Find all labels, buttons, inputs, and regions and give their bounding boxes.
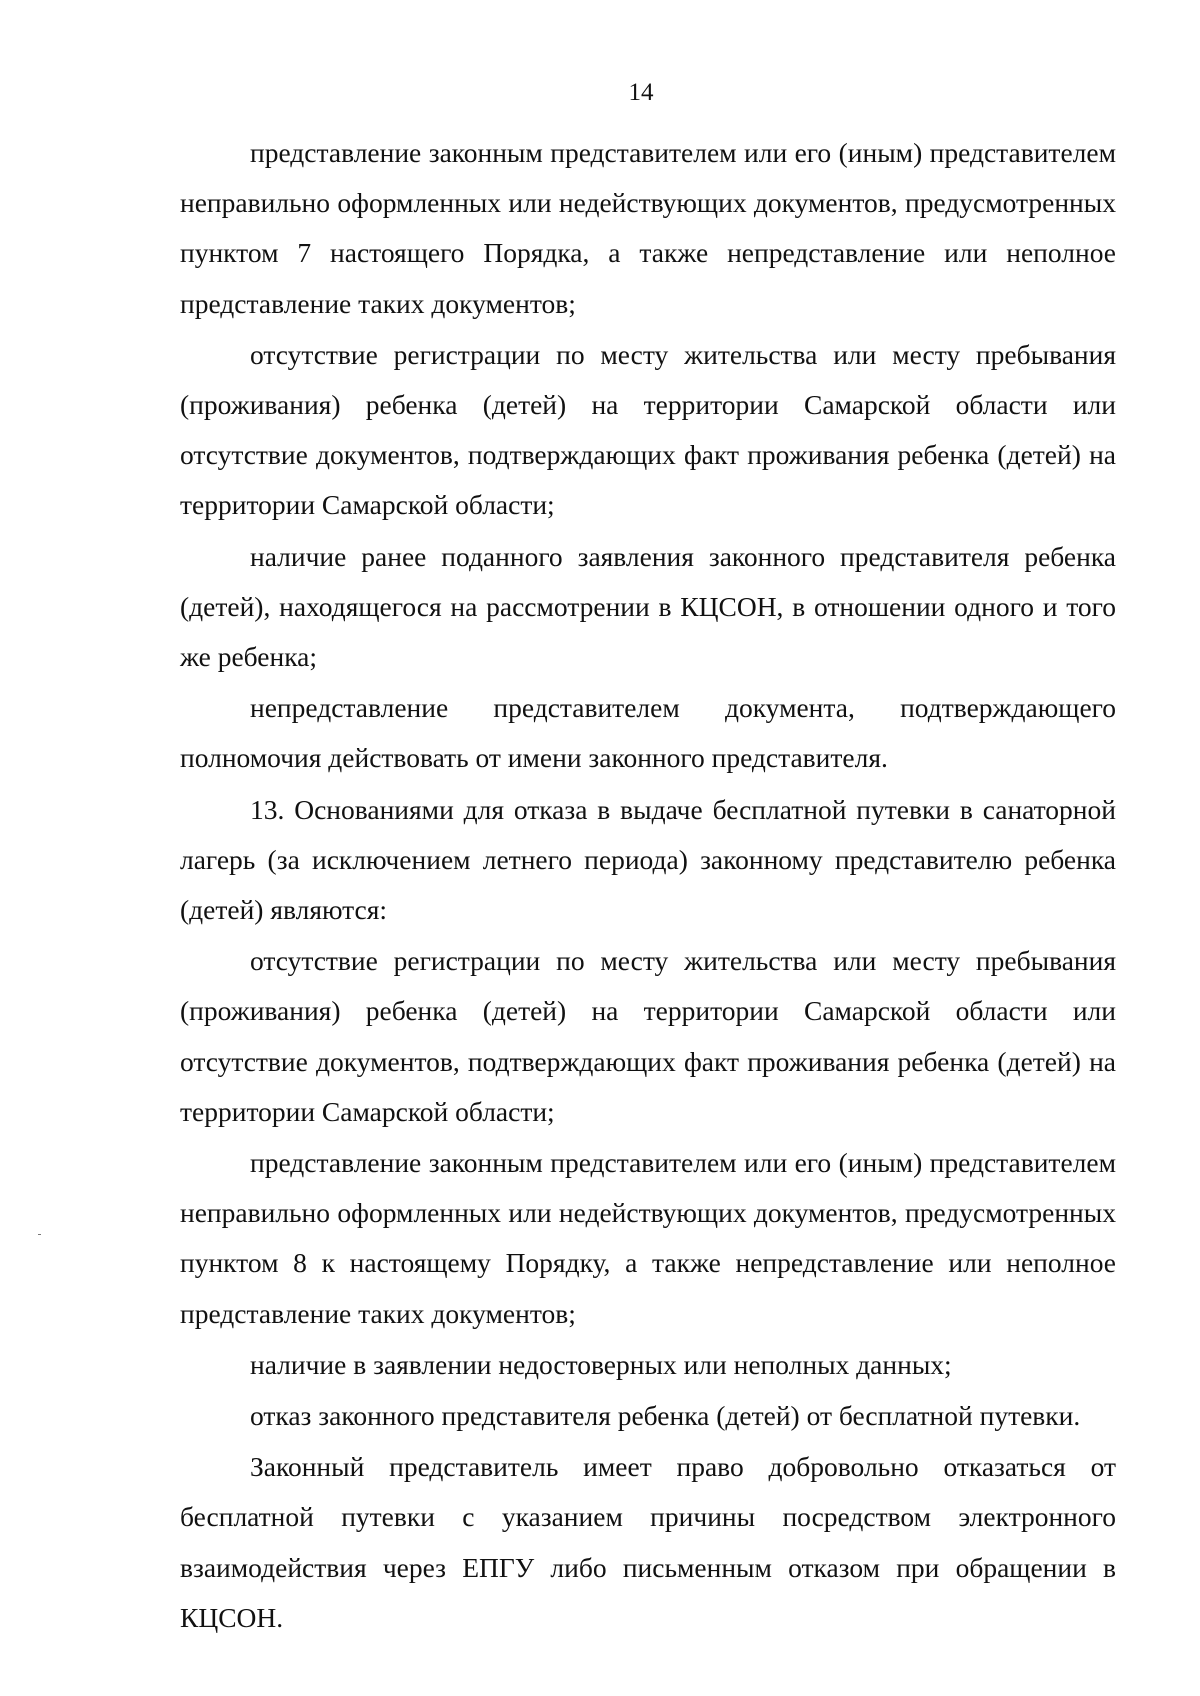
paragraph-item-13: 13. Основаниями для отказа в выдаче бесплатной путевки в санаторной лагерь (за исключением летнего периода) законному представителю ребенка (детей) являются: [180, 793, 1116, 926]
paragraph-no-registration: отсутствие регистрации по месту жительства или месту пребывания (проживания) ребенка (детей) на территории Самарской области или отсутствие документов, подтверждающих факт проживания ребенка (детей) на территории Самарской области; [180, 338, 1116, 521]
paragraph-refusal-invalid-documents-8: представление законным представителем или его (иным) представителем неправильно оформленных или недействующих документов, предусмотренных пунктом 8 к настоящему Порядку, а также непредставление или неполное представление таких документов; [180, 1147, 1116, 1329]
page-number: 14 [628, 79, 654, 106]
paragraph-voluntary-refusal: Законный представитель имеет право добровольно отказаться от бесплатной путевки с указанием причины посредством электронного взаимодействия через ЕПГУ либо письменным отказом при обращении в КЦСОН. [180, 1451, 1116, 1633]
paragraph-refusal-invalid-documents-7: представление законным представителем или его (иным) представителем неправильно оформленных или недействующих документов, предусмотренных пунктом 7 настоящего Порядка, а также непредставление или неполное представление таких документов; [180, 137, 1116, 319]
paragraph-no-registration-2: отсутствие регистрации по месту жительства или месту пребывания (проживания) ребенка (детей) на территории Самарской области или отсутствие документов, подтверждающих факт проживания ребенка (детей) на территории Самарской области; [180, 945, 1116, 1127]
paragraph-no-authority-document: непредставление представителем документа, подтверждающего полномочия действовать от имени законного представителя. [180, 692, 1116, 774]
scan-artifact [38, 1234, 41, 1235]
document-body [180, 128, 1116, 1643]
paragraph-unreliable-data: наличие в заявлении недостоверных или неполных данных; [250, 1348, 952, 1380]
paragraph-pending-application: наличие ранее поданного заявления законного представителя ребенка (детей), находящегося на рассмотрении в КЦСОН, в отношении одного и того же ребенка; [180, 540, 1116, 673]
paragraph-voucher-refusal: отказ законного представителя ребенка (детей) от бесплатной путевки. [250, 1400, 1081, 1432]
